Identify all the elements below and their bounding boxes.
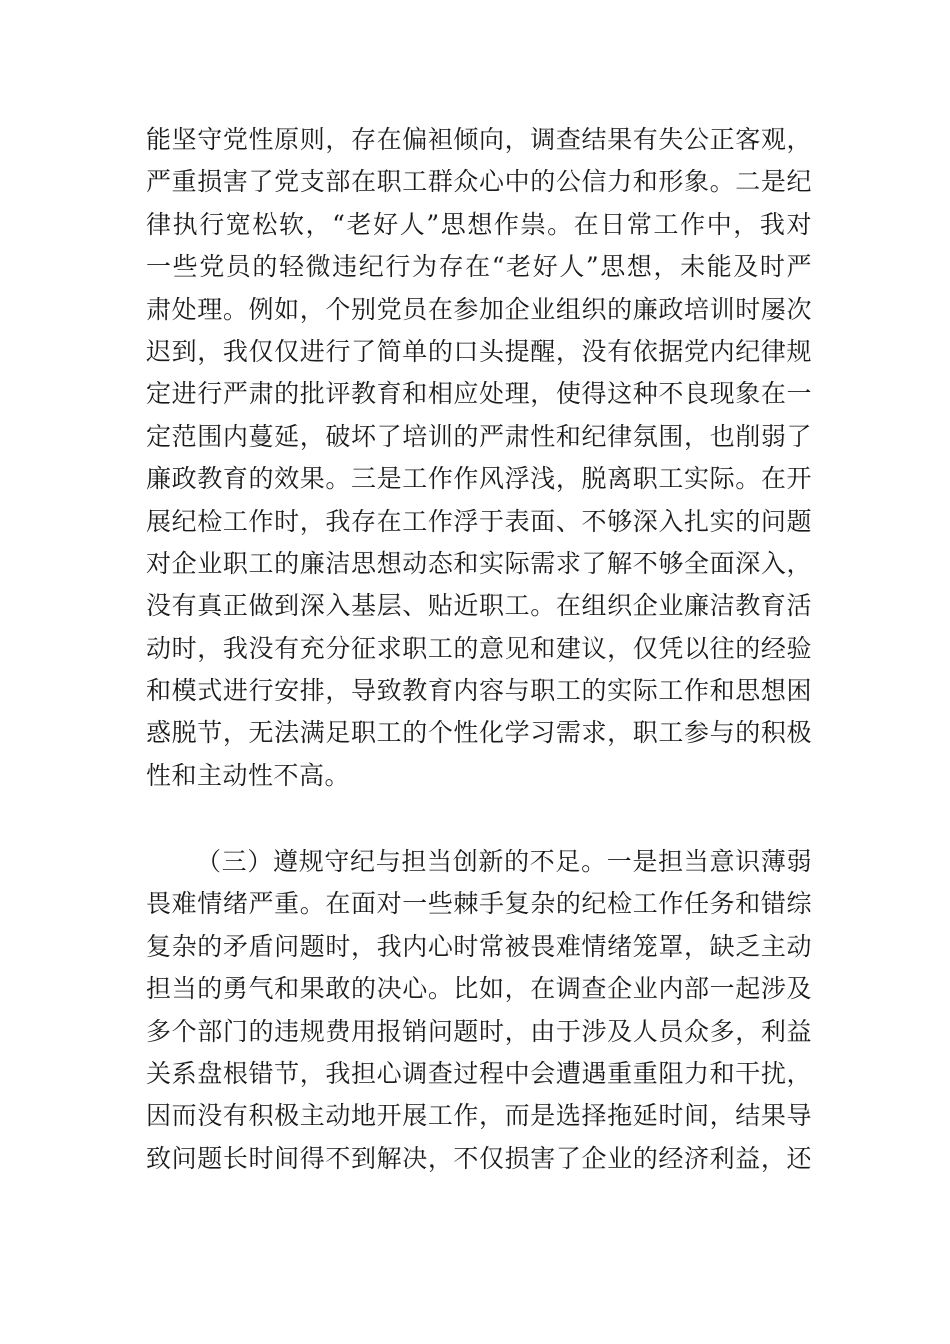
paragraph-line: 廉政教育的效果。三是工作作风浮浅，脱离职工实际。在开	[146, 464, 812, 494]
paragraph-line: 没有真正做到深入基层、贴近职工。在组织企业廉洁教育活	[146, 591, 812, 621]
paragraph-line: 畏难情绪严重。在面对一些棘手复杂的纪检工作任务和错综	[146, 889, 812, 919]
paragraph-line: 性和主动性不高。	[146, 760, 351, 790]
paragraph-line: 一些党员的轻微违纪行为存在“老好人”思想，未能及时严	[146, 252, 812, 282]
paragraph-line: 对企业职工的廉洁思想动态和实际需求了解不够全面深入，	[146, 548, 812, 578]
paragraph-line: 因而没有积极主动地开展工作，而是选择拖延时间，结果导	[146, 1101, 812, 1131]
paragraph-line: 展纪检工作时，我存在工作浮于表面、不够深入扎实的问题	[146, 506, 812, 536]
paragraph-line: 能坚守党性原则，存在偏袒倾向，调查结果有失公正客观，	[146, 125, 812, 154]
paragraph-line: 致问题长时间得不到解决，不仅损害了企业的经济利益，还	[146, 1143, 812, 1173]
paragraph-line: 惑脱节，无法满足职工的个性化学习需求，职工参与的积极	[146, 718, 812, 748]
paragraph-line: 肃处理。例如，个别党员在参加企业组织的廉政培训时屡次	[146, 294, 812, 324]
paragraph-line: 动时，我没有充分征求职工的意见和建议，仅凭以往的经验	[146, 633, 812, 663]
paragraph-1	[146, 119, 812, 797]
paragraph-line: 迟到，我仅仅进行了简单的口头提醒，没有依据党内纪律规	[146, 336, 812, 366]
paragraph-line: 关系盘根错节，我担心调查过程中会遭遇重重阻力和干扰，	[146, 1058, 812, 1088]
paragraph-line: 复杂的矛盾问题时，我内心时常被畏难情绪笼罩，缺乏主动	[146, 931, 812, 961]
paragraph-line: 担当的勇气和果敢的决心。比如，在调查企业内部一起涉及	[146, 974, 812, 1004]
paragraph-line: 定进行严肃的批评教育和相应处理，使得这种不良现象在一	[146, 379, 812, 409]
section-heading-line: （三）遵规守纪与担当创新的不足。一是担当意识薄弱	[196, 847, 812, 876]
paragraph-line: 定范围内蔓延，破坏了培训的严肃性和纪律氛围，也削弱了	[146, 421, 812, 451]
paragraph-line: 和模式进行安排，导致教育内容与职工的实际工作和思想困	[146, 676, 812, 706]
paragraph-line: 严重损害了党支部在职工群众心中的公信力和形象。二是纪	[146, 167, 812, 197]
paragraph-line: 律执行宽松软，“老好人”思想作祟。在日常工作中，我对	[146, 209, 812, 239]
paragraph-line: 多个部门的违规费用报销问题时，由于涉及人员众多，利益	[146, 1016, 812, 1046]
paragraph-2	[146, 841, 812, 1180]
